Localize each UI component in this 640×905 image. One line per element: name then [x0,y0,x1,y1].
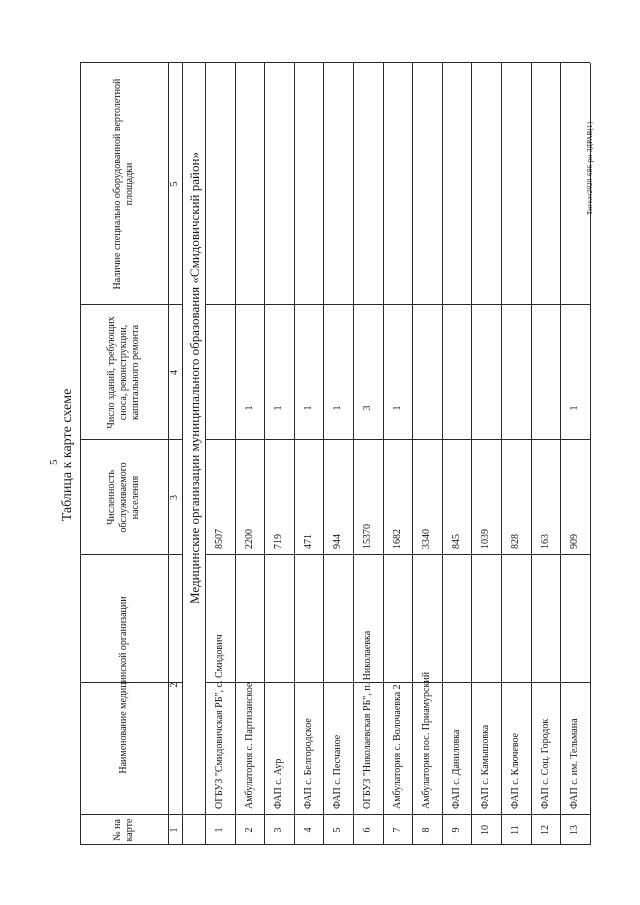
table-cell-population: 8507 [214,529,225,549]
table-cell-population: 163 [539,534,551,549]
page-number: 5 [48,459,60,465]
table-row-line [412,63,413,845]
table-cell-buildings: 1 [569,405,581,411]
document-footer: Тителт2020-686-рн-ЗДРАВ(1) [586,121,594,215]
table-cell-no: 5 [332,827,344,833]
table-cell-buildings: 1 [332,405,344,411]
table-row-line [235,63,236,845]
table-cell-name: ФАП с. Соц. Городок [539,718,551,809]
column-number: 5 [169,181,180,187]
table-cell-name: ФАП с. Ключевое [510,732,521,809]
table-cell-population: 944 [332,534,344,549]
table-row-line [205,63,206,845]
table-row-line [182,63,183,845]
table-cell-name: ОГБУЗ "Смидовичская РБ", с. Смидович [214,634,225,809]
table-cell-name: Амбулатория с. Волочаевка 2 [391,684,403,809]
table-cell-buildings: 1 [273,405,285,411]
table-column-line [80,62,590,63]
table-cell-no: 12 [539,825,551,835]
column-number: 1 [169,827,180,833]
table-cell-name: ФАП с. Белгородское [302,718,314,809]
table-column-line [205,682,590,683]
table-cell-name: Амбулатория пос. Приамурский [421,671,433,809]
column-number: 2 [169,682,180,688]
page-title: Таблица к карте схеме [60,388,75,522]
table-row-line [531,63,532,845]
table-cell-no: 8 [421,827,433,833]
table-cell-name: ФАП с. Песчаное [332,734,344,809]
table-cell-no: 6 [362,827,373,833]
table-cell-no: 13 [569,825,581,835]
table-cell-no: 11 [510,825,521,835]
table-cell-population: 1039 [480,529,492,549]
table-column-line [80,304,182,305]
column-header: Наличие специально оборудованной вертолетной площадки [112,78,135,290]
table-cell-name: ФАП с. Аур [273,758,285,809]
table-cell-population: 828 [510,534,521,549]
table-cell-no: 1 [214,827,225,833]
table-column-line [205,439,590,440]
table-cell-buildings: 1 [391,405,403,411]
table-cell-population: 1682 [391,529,403,549]
table-cell-no: 9 [450,827,462,833]
table-row-line [501,63,502,845]
column-number: 3 [169,495,180,500]
table-cell-buildings: 3 [362,405,373,411]
table-cell-name: ФАП с. Даниловка [450,729,462,809]
column-header: Численность обслуживаемого населения [106,462,141,533]
table-cell-name: ОГБУЗ "Николаевская РБ", п. Николаевка [362,630,373,809]
table-column-line [205,554,590,555]
table-column-line [205,304,590,305]
column-header: Наименование медицинской организации [118,596,129,774]
table-column-line [80,439,182,440]
table-cell-no: 2 [243,827,255,833]
table-cell-buildings: 1 [243,405,255,411]
table-cell-no: 10 [480,825,492,835]
column-header: № на карте [112,818,135,842]
column-header: Число зданий, требующих сноса, реконструкции, капитального ремонта [106,316,141,429]
table-cell-name: ФАП с. Камышовка [480,724,492,809]
column-number: 4 [169,370,180,375]
table-row-line [383,63,384,845]
table-row-line [353,63,354,845]
table-cell-no: 3 [273,827,285,833]
table-cell-population: 15370 [362,524,373,549]
section-title: Медицинские организации муниципального образования «Смидовичский район» [187,152,202,604]
table-cell-name: ФАП с. им. Тельмана [569,718,581,809]
table-cell-buildings: 1 [302,405,314,411]
table-cell-no: 7 [391,827,403,833]
table-cell-no: 4 [302,827,314,833]
table-cell-population: 909 [569,534,581,549]
table-column-line [80,554,182,555]
table-row-line [560,63,561,845]
table-row-line [442,63,443,845]
table-row-line [471,63,472,845]
table-cell-population: 719 [273,534,285,549]
table-cell-population: 3340 [421,529,433,549]
table-cell-population: 2200 [243,529,255,549]
table-row-line [323,63,324,845]
table-row-line [264,63,265,845]
table-row-line [80,63,81,845]
table-cell-population: 471 [302,534,314,549]
table-row-line [294,63,295,845]
table-cell-population: 845 [450,534,462,549]
table-cell-name: Амбулатория с. Партизанское [243,682,255,809]
